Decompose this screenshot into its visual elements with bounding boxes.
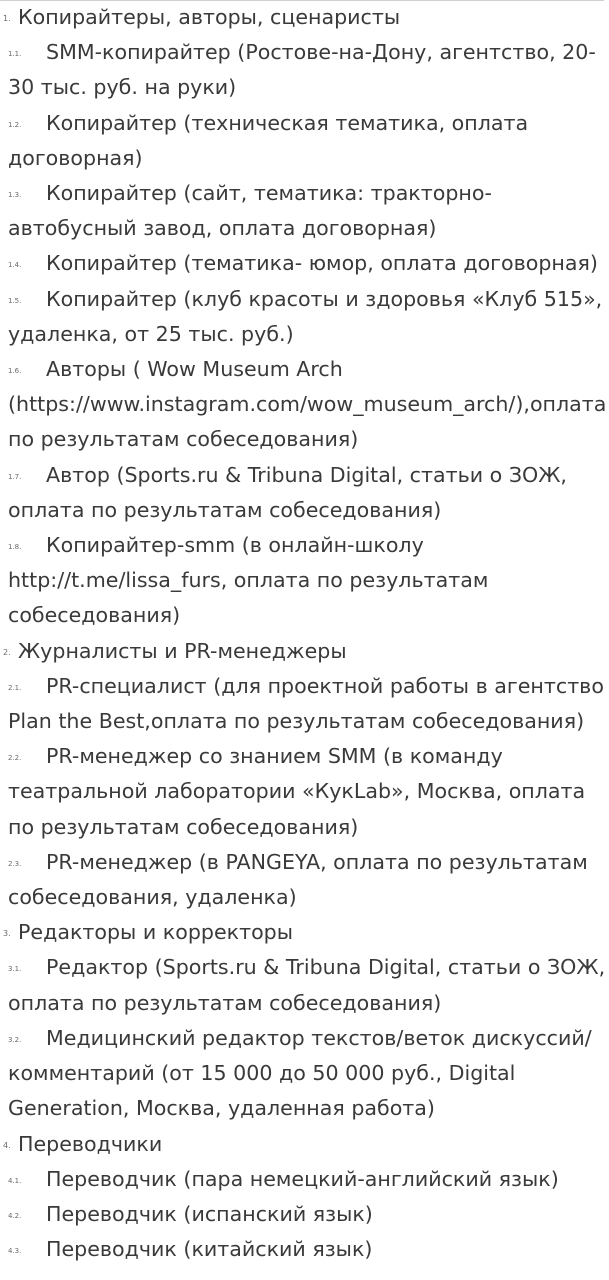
list-item — [0, 458, 609, 528]
section-number: 4. — [3, 1140, 11, 1150]
item-text: Копирайтер (тематика- юмор, оплата договорная) — [46, 251, 598, 276]
section-title: Копирайтеры, авторы, сценаристы — [18, 5, 401, 29]
item-number: 1.1. — [8, 50, 22, 59]
item-text: Автор (Sports.ru & Tribuna Digital, статьи о ЗОЖ, оплата по результатам собеседования) — [8, 462, 567, 522]
item-text: SMM-копирайтер (Ростове-на-Дону, агентство, 20-30 тыс. руб. на руки) — [8, 40, 596, 100]
section-title: Редакторы и корректоры — [18, 920, 294, 945]
item-number: 1.7. — [8, 472, 22, 481]
item-number: 4.1. — [8, 1176, 22, 1185]
item-text: Копирайтер (техническая тематика, оплата договорная) — [8, 110, 529, 170]
item-text: Авторы ( Wow Museum Arch (https://www.instagram.com/wow_museum_arch/),оплата по результатам собеседования) — [8, 357, 607, 452]
item-text: Переводчик (испанский язык) — [46, 1201, 373, 1226]
item-number: 2.1. — [8, 683, 22, 692]
section-heading — [0, 634, 609, 669]
section-number: 2. — [3, 647, 11, 657]
list-item — [0, 669, 609, 739]
item-text: PR-менеджер (в PANGEYA, оплата по результатам собеседования, удаленка) — [8, 849, 588, 910]
section-copywriters — [0, 0, 609, 634]
section-editors — [0, 915, 609, 1126]
list-item — [0, 246, 609, 281]
list-item — [0, 106, 609, 176]
list-item — [0, 1197, 609, 1232]
item-number: 1.2. — [8, 120, 22, 129]
list-item — [0, 176, 609, 246]
section-title: Журналисты и PR-менеджеры — [18, 638, 347, 663]
item-text: Копирайтер (сайт, тематика: тракторно-автобусный завод, оплата договорная) — [8, 181, 492, 241]
item-number: 1.4. — [8, 261, 22, 270]
list-item — [0, 950, 609, 1020]
item-text: PR-специалист (для проектной работы в агентство Plan the Best,оплата по результатам собеседования) — [8, 673, 604, 734]
item-number: 3.1. — [8, 965, 22, 974]
item-number: 4.3. — [8, 1247, 22, 1256]
item-number: 1.3. — [8, 191, 22, 200]
item-number: 1.5. — [8, 296, 22, 305]
list-item — [0, 35, 609, 105]
item-text: Копирайтер-smm (в онлайн-школу http://t.me/lissa_furs, оплата по результатам собеседования) — [8, 533, 489, 628]
list-item — [0, 1162, 609, 1197]
item-number: 1.8. — [8, 543, 22, 552]
item-text: Переводчик (пара немецкий-английский язык) — [46, 1166, 559, 1191]
list-item — [0, 352, 609, 458]
item-text: Переводчик (китайский язык) — [46, 1237, 373, 1262]
item-number: 2.3. — [8, 859, 22, 868]
list-item — [0, 282, 609, 352]
section-heading — [0, 1127, 609, 1162]
item-text: Медицинский редактор текстов/веток дискуссий/комментарий (от 15 000 до 50 000 руб., Digital Generation, Москва, удаленная работа) — [8, 1025, 592, 1121]
section-heading — [0, 915, 609, 950]
list-item — [0, 845, 609, 915]
item-text: Редактор (Sports.ru & Tribuna Digital, статьи о ЗОЖ, оплата по результатам собеседования) — [8, 955, 606, 1015]
section-heading — [0, 0, 609, 35]
section-number: 1. — [3, 14, 11, 23]
item-number: 4.2. — [8, 1211, 22, 1220]
list-item — [0, 528, 609, 634]
item-number: 3.2. — [8, 1035, 22, 1044]
section-number: 3. — [3, 929, 11, 939]
section-translators — [0, 1127, 609, 1268]
item-number: 1.6. — [8, 367, 22, 376]
item-text: PR-менеджер со знанием SMM (в команду театральной лаборатории «КукLab», Москва, оплата по результатам собеседования) — [8, 744, 586, 839]
item-text: Копирайтер (клуб красоты и здоровья «Клуб 515», удаленка, от 25 тыс. руб.) — [8, 286, 603, 346]
section-title: Переводчики — [18, 1131, 163, 1156]
section-journalists-pr — [0, 634, 609, 916]
list-item — [0, 739, 609, 845]
list-item — [0, 1021, 609, 1127]
list-item — [0, 1232, 609, 1267]
item-number: 2.2. — [8, 754, 22, 763]
